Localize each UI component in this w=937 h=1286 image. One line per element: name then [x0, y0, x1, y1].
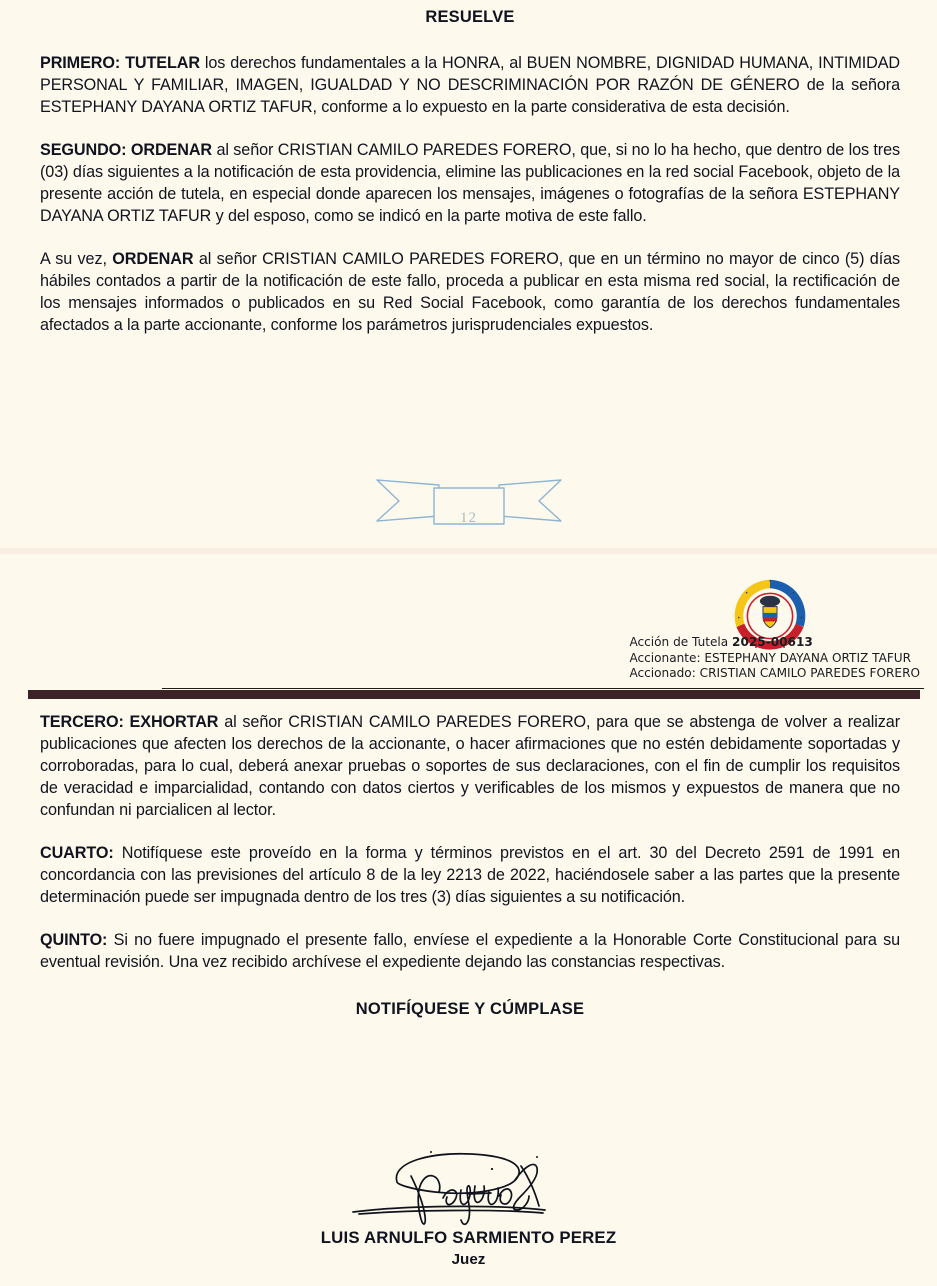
header-thin-rule	[162, 688, 924, 689]
paragraph-asuvez-label: ORDENAR	[112, 249, 194, 268]
header-plaintiff-value: ESTEPHANY DAYANA ORTIZ TAFUR	[704, 650, 912, 665]
ribbon-banner-icon	[369, 475, 569, 537]
header-thick-rule	[28, 690, 920, 699]
header-defendant-label: Accionado:	[629, 666, 700, 681]
page-number: 12	[460, 510, 477, 526]
paragraph-asuvez-prefix: A su vez,	[40, 249, 113, 268]
paragraph-cuarto-label: CUARTO:	[40, 843, 114, 862]
signature-block	[0, 1140, 937, 1268]
ribbon-ornament	[0, 466, 937, 546]
paragraph-segundo-body: al señor CRISTIAN CAMILO PAREDES FORERO, que, si no lo ha hecho, que dentro de los tres (03) días siguientes a la notificación de esta providencia, elimine las publicaciones en la red social Facebook, objeto de la presente acción de tutela, en especial donde aparecen los mensajes, imágenes o fotografías de la señora ESTEPHANY DAYANA ORTIZ TAFUR y del esposo, como se indicó en la parte motiva de este fallo.	[40, 140, 900, 225]
resolution-bottom-block	[40, 712, 900, 1019]
running-header	[0, 575, 937, 695]
paragraph-asuvez-body: al señor CRISTIAN CAMILO PAREDES FORERO, que en un término no mayor de cinco (5) días hábiles contados a partir de la notificación de este fallo, proceda a publicar en esta misma red social, la rectificación de los mensajes informados o publicados en su Red Social Facebook, como garantía de los derechos fundamentales afectados a la parte accionante, conforme los parámetros jurisprudenciales expuestos.	[40, 249, 901, 334]
paragraph-tercero-body: al señor CRISTIAN CAMILO PAREDES FORERO, para que se abstenga de volver a realizar publicaciones que afecten los derechos de la accionante, o hacer afirmaciones que no estén debidamente soportadas y corroboradas, para lo cual, deberá anexar pruebas o soportes de sus declaraciones, con el fin de cumplir los requisitos de veracidad e imparcialidad, contando con datos ciertos y verificables de los mismos y expuestos de manera que no confundan ni parcialicen al lector.	[40, 713, 900, 819]
signer-role: Juez	[451, 1251, 486, 1268]
paragraph-asuvez	[40, 249, 900, 337]
paragraph-quinto-label: QUINTO:	[40, 930, 108, 949]
header-case-line	[629, 635, 920, 651]
signer-name: LUIS ARNULFO SARMIENTO PEREZ	[320, 1228, 617, 1247]
header-case-label: Acción de Tutela	[629, 635, 733, 649]
header-defendant-value: CRISTIAN CAMILO PAREDES FORERO	[699, 666, 920, 681]
closing-notice: NOTIFÍQUESE Y CÚMPLASE	[355, 999, 585, 1018]
resolution-top-block	[40, 8, 900, 336]
paragraph-primero	[40, 53, 900, 119]
header-case-info	[629, 635, 920, 682]
paragraph-primero-label: PRIMERO: TUTELAR	[40, 54, 200, 72]
paragraph-tercero-label: TERCERO: EXHORTAR	[40, 713, 219, 731]
page-break-divider	[0, 548, 937, 554]
paragraph-segundo-label: SEGUNDO: ORDENAR	[40, 140, 213, 159]
header-plaintiff-label: Accionante:	[629, 650, 705, 665]
header-case-number: 2025-00613	[732, 635, 813, 649]
paragraph-segundo	[40, 140, 900, 228]
paragraph-quinto-body: Si no fuere impugnado el presente fallo, envíese el expediente a la Honorable Corte Constitucional para su eventual revisión. Una vez recibido archívese el expediente dejando las constancias respectivas.	[40, 930, 900, 971]
handwritten-signature-icon	[339, 1140, 599, 1232]
paragraph-tercero	[40, 712, 900, 822]
paragraph-cuarto-body: Notifíquese este proveído en la forma y términos previstos en el art. 30 del Decreto 2591 de 1991 en concordancia con las previsiones del artículo 8 de la ley 2213 de 2022, haciéndosele saber a las partes que la presente determinación puede ser impugnada dentro de los tres (3) días siguientes a su notificación.	[40, 843, 900, 906]
paragraph-cuarto	[40, 843, 900, 909]
header-defendant-line	[629, 666, 920, 682]
page-title: RESUELVE	[425, 8, 515, 26]
paragraph-primero-body: los derechos fundamentales a la HONRA, al BUEN NOMBRE, DIGNIDAD HUMANA, INTIMIDAD PERSONAL Y FAMILIAR, IMAGEN, IGUALDAD Y NO DESCRIMINACIÓN POR RAZÓN DE GÉNERO de la señora ESTEPHANY DAYANA ORTIZ TAFUR, conforme a lo expuesto en la parte considerativa de esta decisión.	[40, 54, 900, 116]
paragraph-quinto	[40, 930, 900, 974]
header-plaintiff-line	[629, 651, 920, 667]
